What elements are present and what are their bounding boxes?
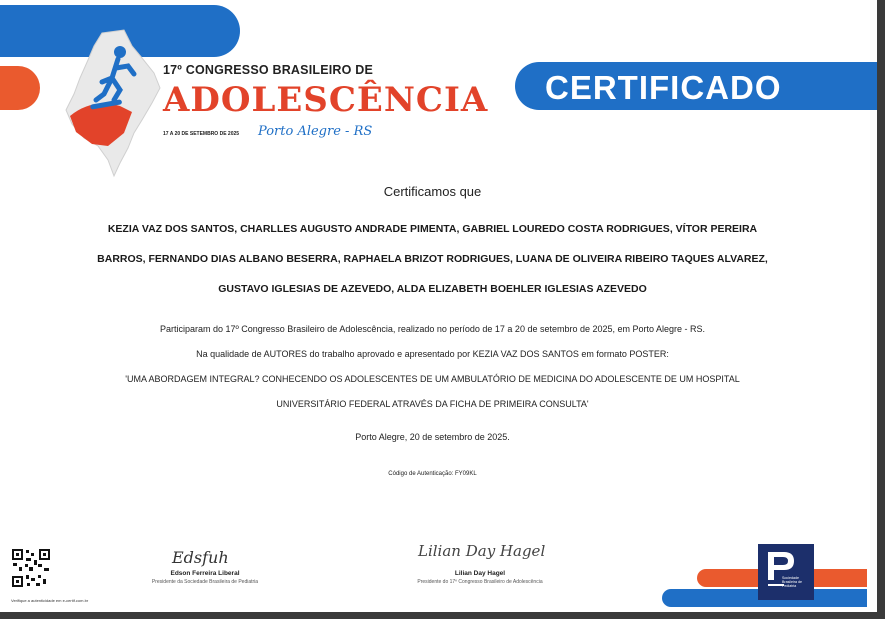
participation-statement: Participaram do 17º Congresso Brasileiro de Adolescência, realizado no período de 17 a 20 de setembro de 2025, em Porto Alegre - RS.: [159, 324, 706, 334]
participants-line-2: BARROS, FERNANDO DIAS ALBANO BESERRA, RAPHAELA BRIZOT RODRIGUES, LUANA DE OLIVEIRA RIBEIRO TAQUES ALVAREZ,: [97, 253, 768, 265]
signature-2-role: Presidente do 17º Congresso Brasileiro de Adolescência: [417, 579, 543, 585]
congress-title-line2: ADOLESCÊNCIA: [163, 80, 489, 120]
issue-date: Porto Alegre, 20 de setembro de 2025.: [355, 432, 510, 442]
participants-line-3: GUSTAVO IGLESIAS DE AZEVEDO, ALDA ELIZABETH BOEHLER IGLESIAS AZEVEDO: [218, 283, 647, 295]
sbp-logo: [758, 544, 814, 600]
signature-1-scrawl: Edsfuh: [172, 548, 229, 567]
page-frame-bottom: [0, 612, 885, 619]
authorship-statement: Na qualidade de AUTORES do trabalho aprovado e apresentado por KEZIA VAZ DOS SANTOS em formato POSTER:: [196, 349, 669, 359]
certificate-title: CERTIFICADO: [545, 69, 782, 106]
work-title-line-2: UNIVERSITÁRIO FEDERAL ATRAVÉS DA FICHA DE PRIMEIRA CONSULTA': [276, 399, 589, 409]
sbp-p-icon: [758, 544, 814, 600]
congress-city: Porto Alegre - RS: [258, 124, 373, 139]
signature-2-scrawl: Lilian Day Hagel: [418, 542, 546, 560]
decorative-orange-pill: [0, 66, 40, 110]
qr-caption: Verifique a autenticidade em e-certif.com.br: [11, 598, 89, 603]
work-title-line-1: 'UMA ABORDAGEM INTEGRAL? CONHECENDO OS ADOLESCENTES DE UM AMBULATÓRIO DE MEDICINA DO ADOLESCENTE DE UM HOSPITAL: [125, 374, 740, 384]
page-frame-right: [877, 0, 885, 619]
intro-text: Certificamos que: [383, 184, 482, 199]
qr-code[interactable]: [11, 548, 51, 588]
congress-dates: 17 A 20 DE SETEMBRO DE 2025: [163, 131, 240, 137]
signature-2-name: Lilian Day Hagel: [454, 570, 506, 577]
signature-1-role: Presidente da Sociedade Brasileira de Pediatria: [151, 579, 259, 585]
sbp-logo-text: Sociedade Brasileira de Pediatria: [782, 576, 802, 589]
congress-title-line1: 17º CONGRESSO BRASILEIRO DE: [163, 63, 374, 77]
participants-line-1: KEZIA VAZ DOS SANTOS, CHARLLES AUGUSTO ANDRADE PIMENTA, GABRIEL LOUREDO COSTA RODRIGUES, VÍTOR PEREIRA: [107, 223, 758, 235]
authentication-code: Código de Autenticação: FY09KL: [388, 471, 477, 477]
skateboarder-map-logo: [62, 28, 162, 178]
signature-1-name: Edson Ferreira Liberal: [170, 570, 240, 577]
